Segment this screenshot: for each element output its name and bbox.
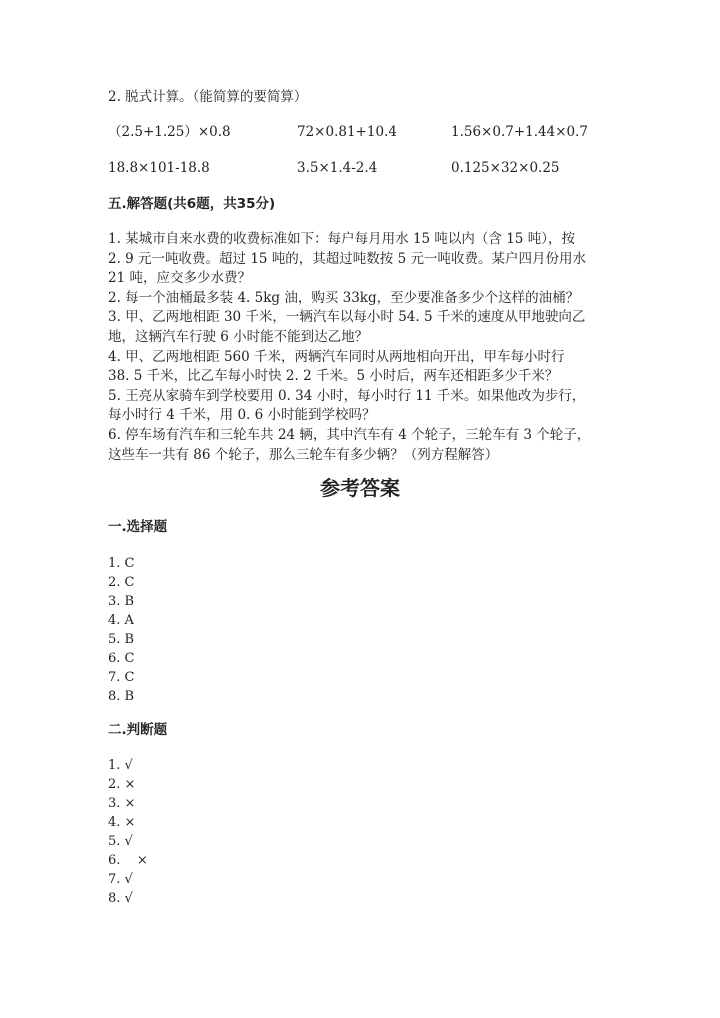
problem-line: 1. 某城市自来水费的收费标准如下：每户每月用水 15 吨以内（含 15 吨），按 <box>108 231 575 247</box>
calc-heading: 2. 脱式计算。（能简算的要简算） <box>108 89 308 105</box>
answer-item: 5. √ <box>108 834 133 849</box>
section-heading: 五.解答题(共6题，共35分) <box>108 196 276 212</box>
answers-title: 参考答案 <box>320 476 400 500</box>
problem-line: 2. 每一个油桶最多装 4. 5kg 油，购买 33kg，至少要准备多少个这样的油桶？ <box>108 289 580 306</box>
answer-item: 3. × <box>108 796 136 811</box>
answers-part-heading: 一.选择题 <box>108 519 168 535</box>
problem-line: 每小时行 4 千米，用 0. 6 小时能到学校吗？ <box>108 407 376 424</box>
problem-line: 38. 5 千米，比乙车每小时快 2. 2 千米。5 小时后，两车还相距多少千米？ <box>108 368 559 385</box>
problem-line: 5. 王亮从家骑车到学校要用 0. 34 小时，每小时行 11 千米。如果他改为步行， <box>108 387 586 404</box>
problem-line: 这些车一共有 86 个轮子，那么三轮车有多少辆？（列方程解答） <box>108 446 499 463</box>
answer-item: 4. × <box>108 815 136 830</box>
answer-item: 7. C <box>108 670 135 685</box>
answer-item: 2. C <box>108 575 135 590</box>
problem-list <box>108 230 608 465</box>
answer-item: 6. C <box>108 651 135 666</box>
answer-list-judge <box>108 756 148 908</box>
answer-item: 5. B <box>108 632 135 647</box>
answer-item: 6. × <box>108 853 148 868</box>
answer-item: 3. B <box>108 594 135 609</box>
answer-item: 4. A <box>108 613 134 628</box>
calc-expression: 0.125×32×0.25 <box>451 160 560 176</box>
calc-expression: 1.56×0.7+1.44×0.7 <box>451 124 588 140</box>
calc-expression: （2.5+1.25）×0.8 <box>108 124 231 140</box>
answer-item: 2. × <box>108 777 136 792</box>
answer-item: 1. C <box>108 556 135 571</box>
problem-line: 2. 9 元一吨收费。超过 15 吨的，其超过吨数按 5 元一吨收费。某户四月份用水 <box>108 250 586 267</box>
problem-line: 6. 停车场有汽车和三轮车共 24 辆，其中汽车有 4 个轮子，三轮车有 3 个轮子， <box>108 426 591 443</box>
calc-expression: 72×0.81+10.4 <box>297 124 397 140</box>
answers-part-heading: 二.判断题 <box>108 722 168 738</box>
answer-item: 1. √ <box>108 758 133 773</box>
problem-line: 地，这辆汽车行驶 6 小时能不能到达乙地？ <box>108 328 369 345</box>
problem-line: 21 吨，应交多少水费？ <box>108 270 251 287</box>
calc-expression: 3.5×1.4-2.4 <box>297 160 378 176</box>
problem-line: 4. 甲、乙两地相距 560 千米，两辆汽车同时从两地相向开出，甲车每小时行 <box>108 348 565 365</box>
answer-item: 8. B <box>108 689 135 704</box>
answer-item: 7. √ <box>108 872 133 887</box>
problem-line: 3. 甲、乙两地相距 30 千米，一辆汽车以每小时 54. 5 千米的速度从甲地驶向乙 <box>108 309 586 326</box>
answer-list-choice <box>108 554 134 706</box>
answer-item: 8. √ <box>108 891 133 906</box>
calc-expression: 18.8×101-18.8 <box>108 160 210 176</box>
